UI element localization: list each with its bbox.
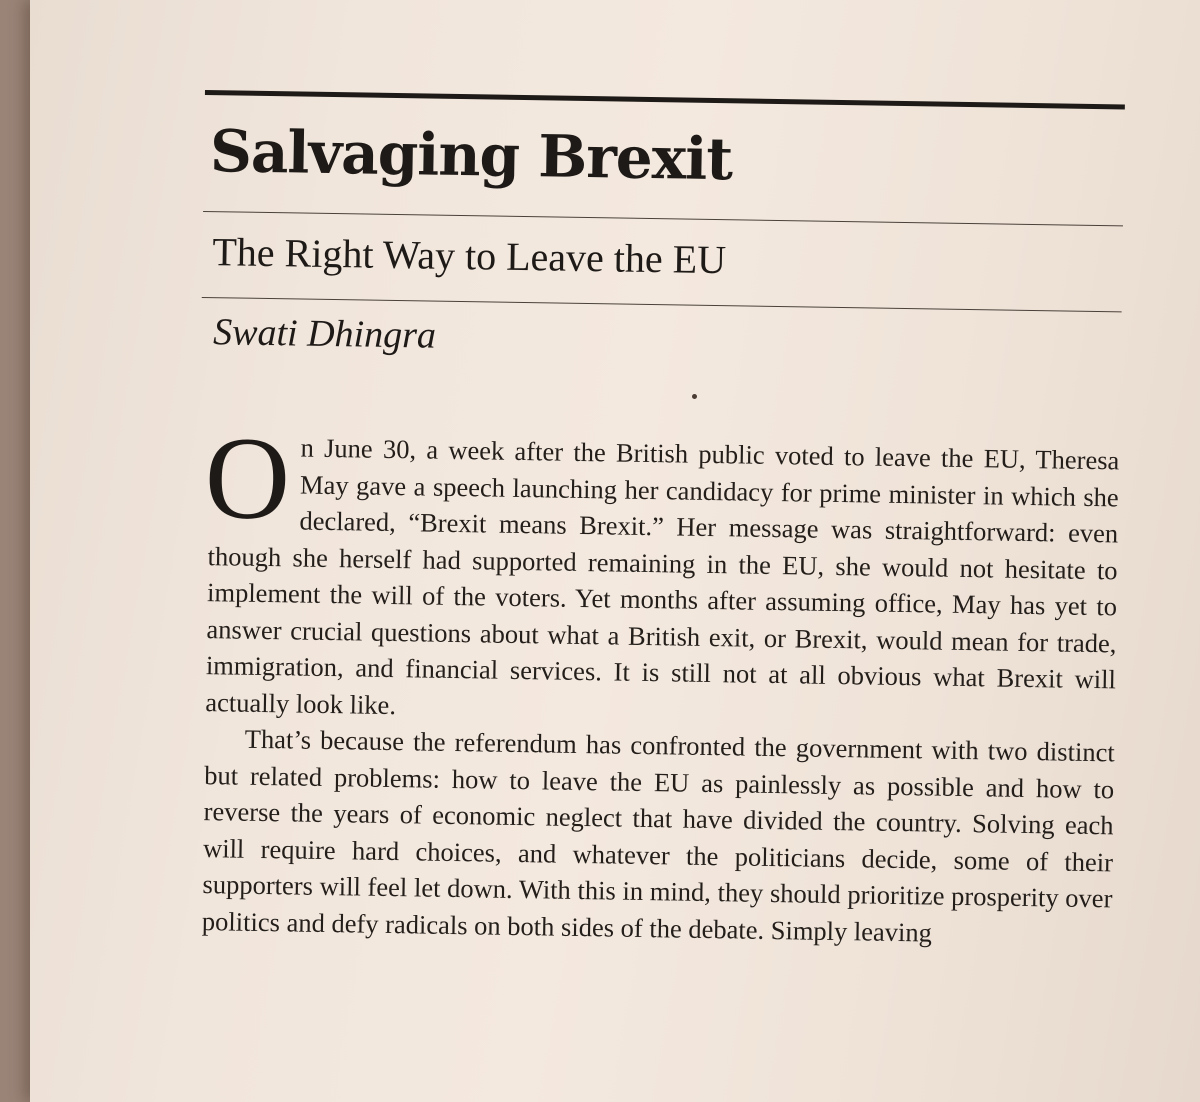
article-header-and-body (192, 90, 1125, 953)
top-thick-rule (205, 90, 1125, 109)
drop-cap: O (203, 412, 292, 545)
magazine-page (30, 0, 1200, 1102)
paragraph-2: That’s because the referendum has confronted the government with two distinct but related problems: how to leave the EU as painlessly as possible and how to reverse the years of economic neglect that have divided the country. Solving each will require hard choices, and whatever the politicians decide, some of their supporters will feel let down. With this in mind, they should prioritize prosperity over politics and defy radicals on both sides of the debate. Simply leaving (201, 723, 1115, 948)
paragraph-1 (203, 412, 1120, 734)
subtitle-divider (202, 297, 1122, 312)
paragraph-1-text: n June 30, a week after the British public voted to leave the EU, Theresa May gave a speech launching her candidacy for prime minister in which she declared, “Brexit means Brexit.” Her message was straightforward: even though she herself had supported remaining in the EU, she would not hesitate to implement the will of the voters. Yet months after assuming office, May has yet to answer crucial questions about what a British exit, or Brexit, would mean for trade, immigration, and financial services. It is still not at all obvious what Brexit will actually look like. (205, 432, 1120, 720)
article-author: Swati Dhingra (212, 311, 437, 357)
article-body (201, 412, 1120, 953)
article-subtitle: The Right Way to Leave the EU (212, 229, 727, 283)
article-title: Salvaging Brexit (209, 117, 733, 194)
title-divider (203, 211, 1123, 226)
